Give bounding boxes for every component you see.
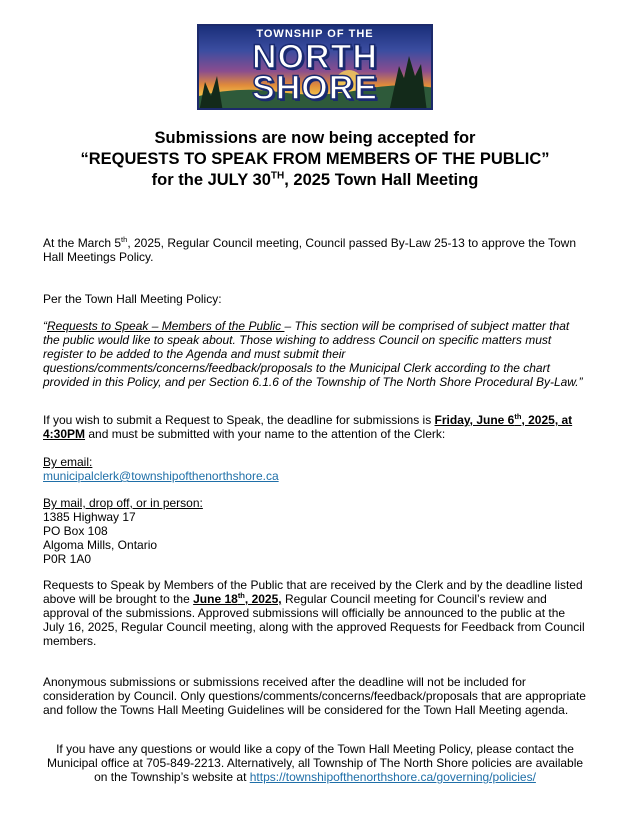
logo-top-text: TOWNSHIP OF THE (256, 28, 374, 40)
title-line-3: for the JULY 30TH, 2025 Town Hall Meeting (151, 170, 479, 189)
deadline-paragraph: If you wish to submit a Request to Speak, the deadline for submissions is Friday, June 6th, 2025, at 4:30PM and must be submitted with your name to the attention of the Clerk: (43, 412, 573, 441)
policy-quote: “Requests to Speak – Members of the Public – This section will be comprised of subject matter that the public would like to speak about. Those wishing to address Council on specific matters must register to be added to the Agenda and must submit their questions/comments/concerns/feedback/proposals to the Municipal Clerk according to the chart provided in this Policy, and per Section 6.1.6 of the Township of The North Shore Procedural By-Law.” (43, 319, 583, 389)
mail-address-line: Algoma Mills, Ontario (43, 538, 158, 552)
email-container (43, 469, 588, 483)
title-line-1: Submissions are now being accepted for (154, 129, 476, 147)
mail-address-line: PO Box 108 (43, 524, 108, 538)
township-logo (197, 24, 433, 110)
mail-address-line: 1385 Highway 17 (43, 510, 136, 524)
mail-heading: By mail, drop off, or in person: (43, 496, 203, 510)
logo-line-shore: SHORE (252, 69, 378, 107)
per-policy-text: Per the Town Hall Meeting Policy: (43, 292, 222, 306)
footer-paragraph: If you have any questions or would like a copy of the Town Hall Meeting Policy, please contact the Municipal office at 705-849-2213. Alternatively, all Township of The North Shore policies are available on the Township’s website at https://townshipofthenorthshore.ca/governing/policies/ (46, 742, 584, 784)
title-line-2: “REQUESTS TO SPEAK FROM MEMBERS OF THE PUBLIC” (80, 150, 550, 168)
logo-line-north: NORTH (252, 38, 378, 76)
policies-website-link[interactable]: https://townshipofthenorthshore.ca/governing/policies/ (249, 770, 536, 784)
intro-paragraph: At the March 5th, 2025, Regular Council meeting, Council passed By-Law 25-13 to approve the Town Hall Meetings Policy. (43, 235, 577, 264)
review-paragraph: Requests to Speak by Members of the Public that are received by the Clerk and by the deadline listed above will be brought to the June 18th, 2025, Regular Council meeting for Council’s review and approval of the submissions. Approved submissions will officially be announced to the public at the July 16, 2025, Regular Council meeting, along with the approved Requests for Feedback from Council members. (43, 578, 585, 648)
mail-address-line: P0R 1A0 (43, 552, 92, 566)
email-heading: By email: (43, 455, 93, 469)
clerk-email-link[interactable]: municipalclerk@townshipofthenorthshore.ca (43, 469, 279, 483)
anonymous-paragraph: Anonymous submissions or submissions received after the deadline will not be included for consideration by Council. Only questions/comments/concerns/feedback/proposals that are appropriate and follow the Towns Hall Meeting Guidelines will be considered for the Town Hall Meeting agenda. (43, 675, 586, 717)
